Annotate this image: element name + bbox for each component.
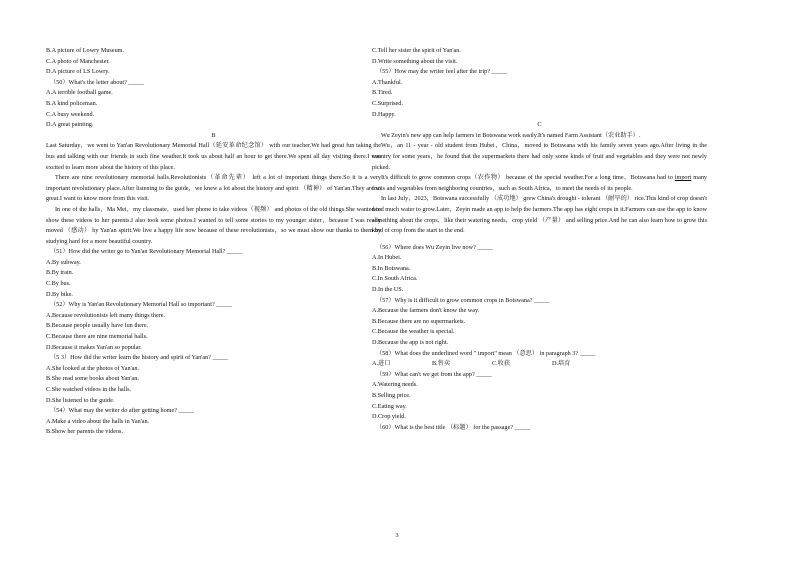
q55-option-c: C.Surprised. [372, 99, 403, 107]
passage-c-p3-text-before: It's difficult to grow common crops（农作物） because of the special weather.For a long time，Botswana had to [381, 174, 675, 182]
q54-option-b: B.Show her parents the videos. [46, 428, 123, 436]
passage-b-paragraph-1: Last Saturday，we went to Yan'an Revolutionary Memorial Hall（延安革命纪念馆） with our teacher.We had great fun taking the bus and talking with our friends in such fine weather.It took us about half an hour to get there.We spent all day visiting there.I was excited to learn more about the history of this place. [46, 142, 381, 171]
q51-option-c: C.By bus. [46, 280, 71, 288]
q53-option-c: C.She watched videos in the halls. [46, 386, 132, 393]
q54-option-c: C.Tell her sister the spirit of Yan'an. [372, 47, 461, 54]
q49-option-c: C.A photo of Manchester. [46, 57, 110, 65]
q58-options [372, 359, 707, 370]
q54-option-a: A.Make a video about the halls in Yan'an. [46, 417, 150, 425]
section-c-heading: C [537, 121, 542, 129]
q50-option-a: A.A terrible football game. [46, 89, 113, 97]
q59-option-c: C.Eating way. [372, 402, 407, 410]
q58-option-d: D.培育 [552, 360, 571, 368]
passage-c-paragraph-2: Wu，an 11 - year - old student from Hubei，China，moved to Botswana with his family seven years ago.After living in the country for some years，he found that the supermarkets there had only some kinds of fruit and vegetables and they were not newly picked. [372, 142, 707, 171]
right-column [372, 46, 707, 433]
q57-option-a: A.Because the farmers don't know the way. [372, 307, 480, 315]
q56-option-c: C.In South Africa. [372, 275, 418, 283]
q59-option-d: D.Crop yield. [372, 413, 406, 421]
q55-option-a: A.Thankful. [372, 78, 403, 86]
q58-option-c: C.收获 [492, 360, 511, 368]
q59-option-b: B.Selling price. [372, 392, 411, 399]
question-57: （57）Why is it difficult to grow common crops in Botswana? _____ [376, 296, 550, 304]
question-58: （58）What does the underlined word " import" mean （意思） in paragraph 3? _____ [376, 349, 596, 357]
q56-option-b: B.In Botswana. [372, 264, 411, 272]
q52-option-a: A.Because revolutionists left many things there. [46, 311, 166, 319]
question-59: （59）What can't we get from the app? _____ [376, 370, 492, 378]
q49-option-d: D.A picture of LS Lowry. [46, 68, 110, 76]
question-55: （55）How may the writer feel after the trip? _____ [376, 68, 507, 76]
question-52: （52）Why is Yan'an Revolutionary Memorial Hall so important? _____ [50, 301, 232, 309]
q52-option-b: B.Because people usually have fun there. [46, 322, 149, 330]
q50-option-d: D.A great painting. [46, 121, 94, 129]
question-51: （51）How did the writer go to Yan'an Revolutionary Memorial Hall? _____ [50, 248, 243, 256]
page-number: 3 [395, 532, 399, 539]
left-column [46, 46, 381, 438]
question-50: （50）What's the letter about? _____ [50, 78, 144, 86]
passage-b-paragraph-2: There are nine revolutionary memorial halls.Revolutionists（革命先辈） left a lot of important things there.So it is a very important revolutionary place.After listening to the guide，we knew a lot about the history and spirit （精神） of Yan'an.They are so great.I want to know more from this visit. [46, 174, 381, 203]
q53-option-b: B.She read some books about Yan'an. [46, 375, 139, 383]
q56-option-d: D.In the US. [372, 286, 404, 294]
q56-option-a: A.In Hubei. [372, 254, 402, 262]
q52-option-c: C.Because there are nine memorial halls. [46, 333, 148, 341]
q54-option-d: D.Write something about the visit. [372, 57, 458, 65]
q51-option-d: D.By bike. [46, 290, 73, 298]
q59-option-a: A.Watering needs. [372, 381, 418, 389]
q55-option-d: D.Happy. [372, 110, 396, 118]
q51-option-b: B.By train. [46, 269, 74, 277]
question-53: （5 3）How did the writer learn the history and spirit of Yan'an? _____ [50, 354, 228, 362]
question-56: （56）Where does Wu Zeyin live now? _____ [376, 243, 493, 251]
question-54: （54）What may the writer do after getting home? _____ [50, 407, 194, 415]
passage-b-paragraph-3: In one of the halls，Ma Mei，my classmate，used her phone to take videos（视频） and photos of the old things.She wanted to show these videos to her parents.I also took some photos.I wanted to tell some stories to my younger sister，because I was really moved （感动） by Yan'an spirit.We live a happy life now because of these revolutionists，so we must show our thanks to them by studying hard for a more beautiful country. [46, 205, 381, 245]
q53-option-d: D.She listened to the guide. [46, 396, 115, 404]
q58-option-b: B.售卖 [432, 360, 451, 368]
q57-option-b: B.Because there are no supermarkets. [372, 317, 466, 325]
q49-option-b: B.A picture of Lowry Museum. [46, 47, 125, 54]
q55-option-b: B.Tired. [372, 89, 393, 97]
q50-option-c: C.A busy weekend. [46, 110, 95, 118]
q50-option-b: B.A kind policeman. [46, 99, 98, 107]
passage-c-paragraph-4: In last July，2023，Botswana successfully （成功地） grew China's drought - tolerant （耐旱的） rice.This kind of crop doesn't need much water to grow.Later，Zeyin made an app to help the farmers.The app has eight crops in it.Farmers can use the app to know something about the crops，like their watering needs，crop yield （产量） and selling price.And he can also learn how to grow this kind of crop from the start to the end. [372, 195, 707, 235]
question-60: （60）What is the best title （标题） for the passage? _____ [376, 423, 531, 431]
q58-option-a: A.进口 [372, 360, 391, 368]
passage-c-paragraph-1: Wu Zeyin's new app can help farmers in Botswana work easily.It's named Farm Assistant（农业助手）. [381, 131, 641, 139]
section-b-heading: B [211, 131, 216, 139]
q57-option-c: C.Because the weather is special. [372, 328, 455, 336]
q53-option-a: A.She looked at the photos of Yan'an. [46, 364, 140, 372]
passage-c-paragraph-3 [372, 173, 707, 194]
passage-c-p3-text-after: many fruits and vegetables from neighboring countries，such as South Africa，to meet the needs of its people. [372, 174, 708, 192]
underlined-word-import: import [674, 174, 692, 182]
q57-option-d: D.Because the app is not right. [372, 339, 449, 347]
q51-option-a: A.By subway. [46, 258, 81, 266]
q52-option-d: D.Because it makes Yan'an so popular. [46, 343, 142, 351]
